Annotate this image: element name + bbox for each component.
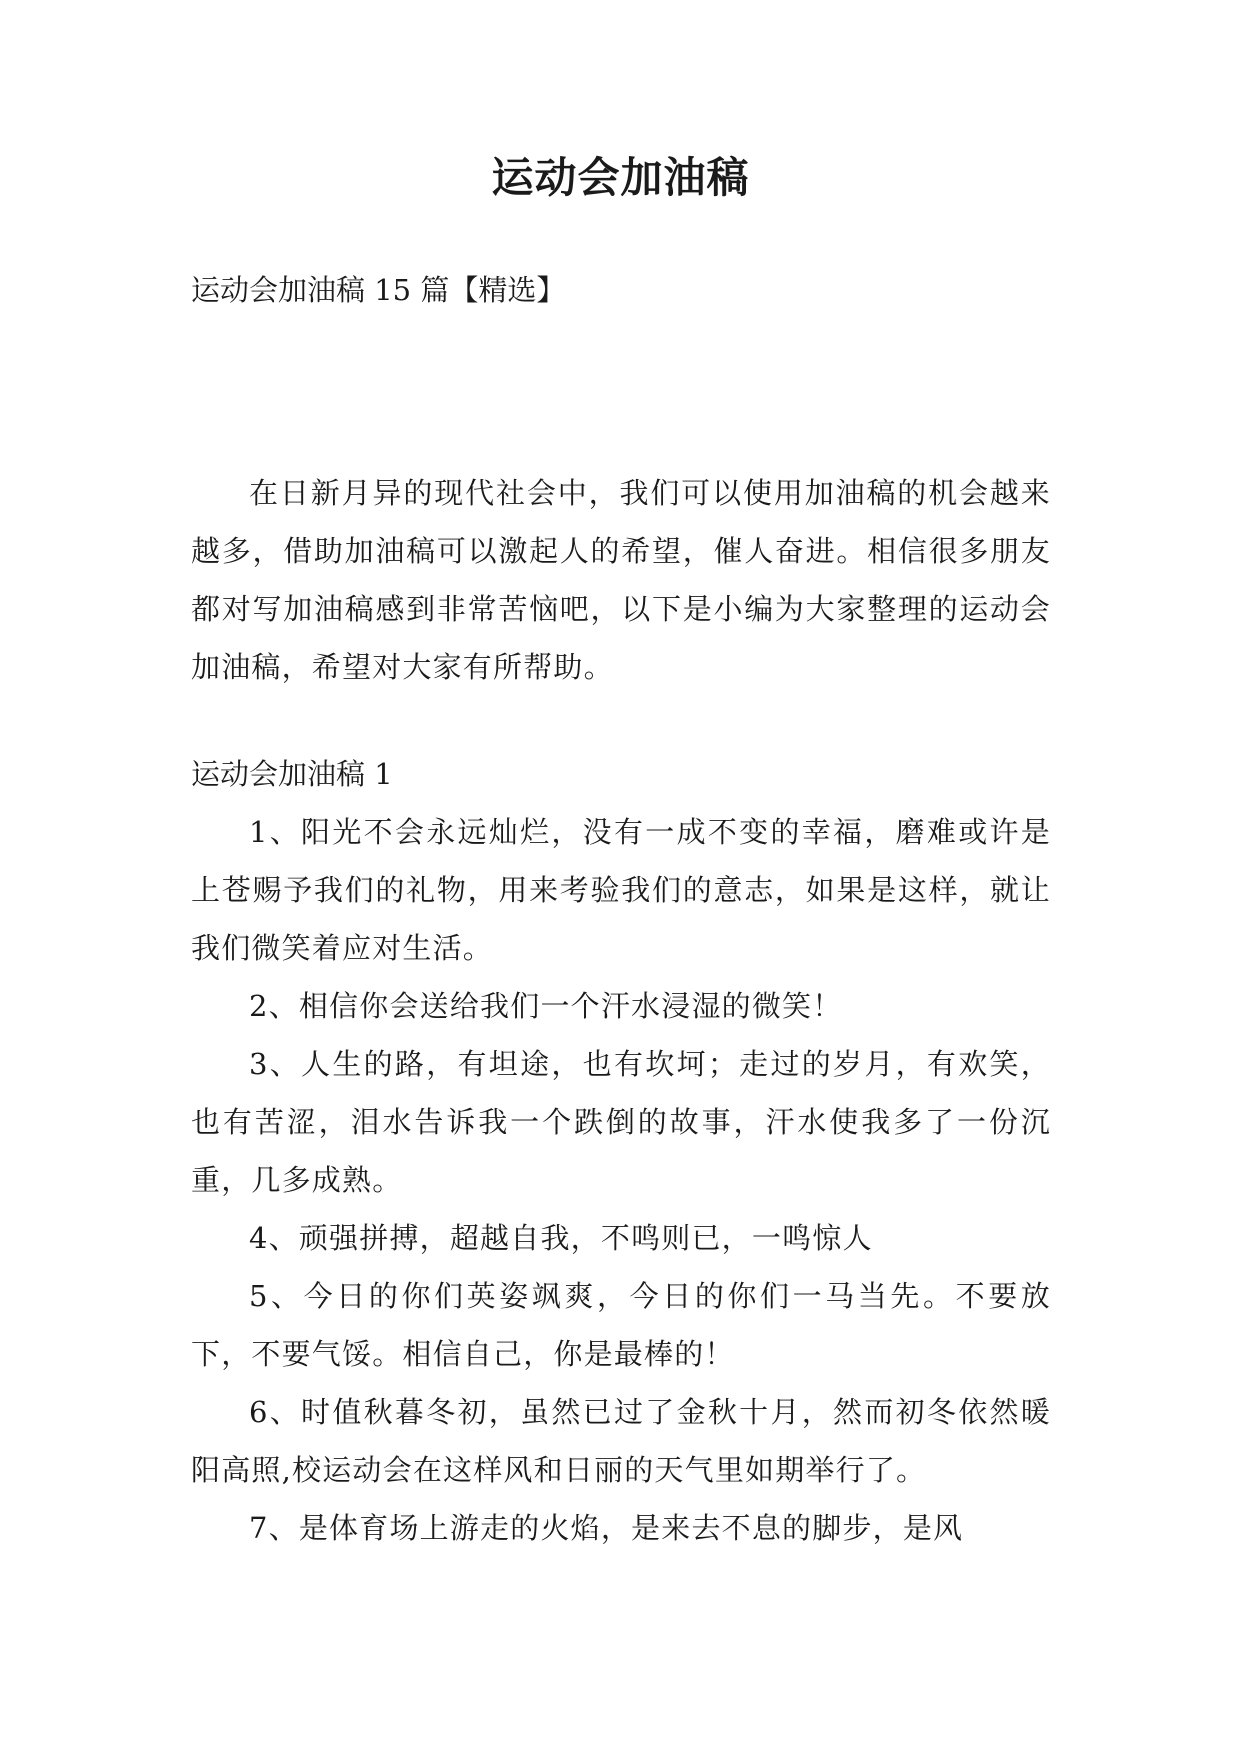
section-heading: 运动会加油稿 1 bbox=[191, 757, 393, 791]
list-item: 2、相信你会送给我们一个汗水浸湿的微笑！ bbox=[249, 989, 843, 1023]
intro-paragraph: 在日新月异的现代社会中，我们可以使用加油稿的机会越来越多，借助加油稿可以激起人的希望，催人奋进。相信很多朋友都对写加油稿感到非常苦恼吧，以下是小编为大家整理的运动会加油稿，希望对大家有所帮助。 bbox=[191, 476, 1051, 684]
list-item: 6、时值秋暮冬初，虽然已过了金秋十月，然而初冬依然暖阳高照,校运动会在这样风和日丽的天气里如期举行了。 bbox=[191, 1395, 1051, 1487]
list-item: 7、是体育场上游走的火焰，是来去不息的脚步，是风 bbox=[249, 1511, 964, 1545]
list-item: 4、顽强拼搏，超越自我，不鸣则已，一鸣惊人 bbox=[249, 1221, 873, 1255]
document-title: 运动会加油稿 bbox=[491, 153, 750, 202]
list-item: 1、阳光不会永远灿烂，没有一成不变的幸福，磨难或许是上苍赐予我们的礼物，用来考验我们的意志，如果是这样，就让我们微笑着应对生活。 bbox=[191, 815, 1051, 965]
list-item: 3、人生的路，有坦途，也有坎坷；走过的岁月，有欢笑，也有苦涩，泪水告诉我一个跌倒的故事，汗水使我多了一份沉重，几多成熟。 bbox=[191, 1047, 1051, 1197]
cheer-list bbox=[191, 803, 1051, 1557]
document-subtitle: 运动会加油稿 15 篇【精选】 bbox=[191, 273, 566, 307]
list-item: 5、今日的你们英姿飒爽，今日的你们一马当先。不要放下，不要气馁。相信自己，你是最棒的！ bbox=[191, 1279, 1051, 1371]
